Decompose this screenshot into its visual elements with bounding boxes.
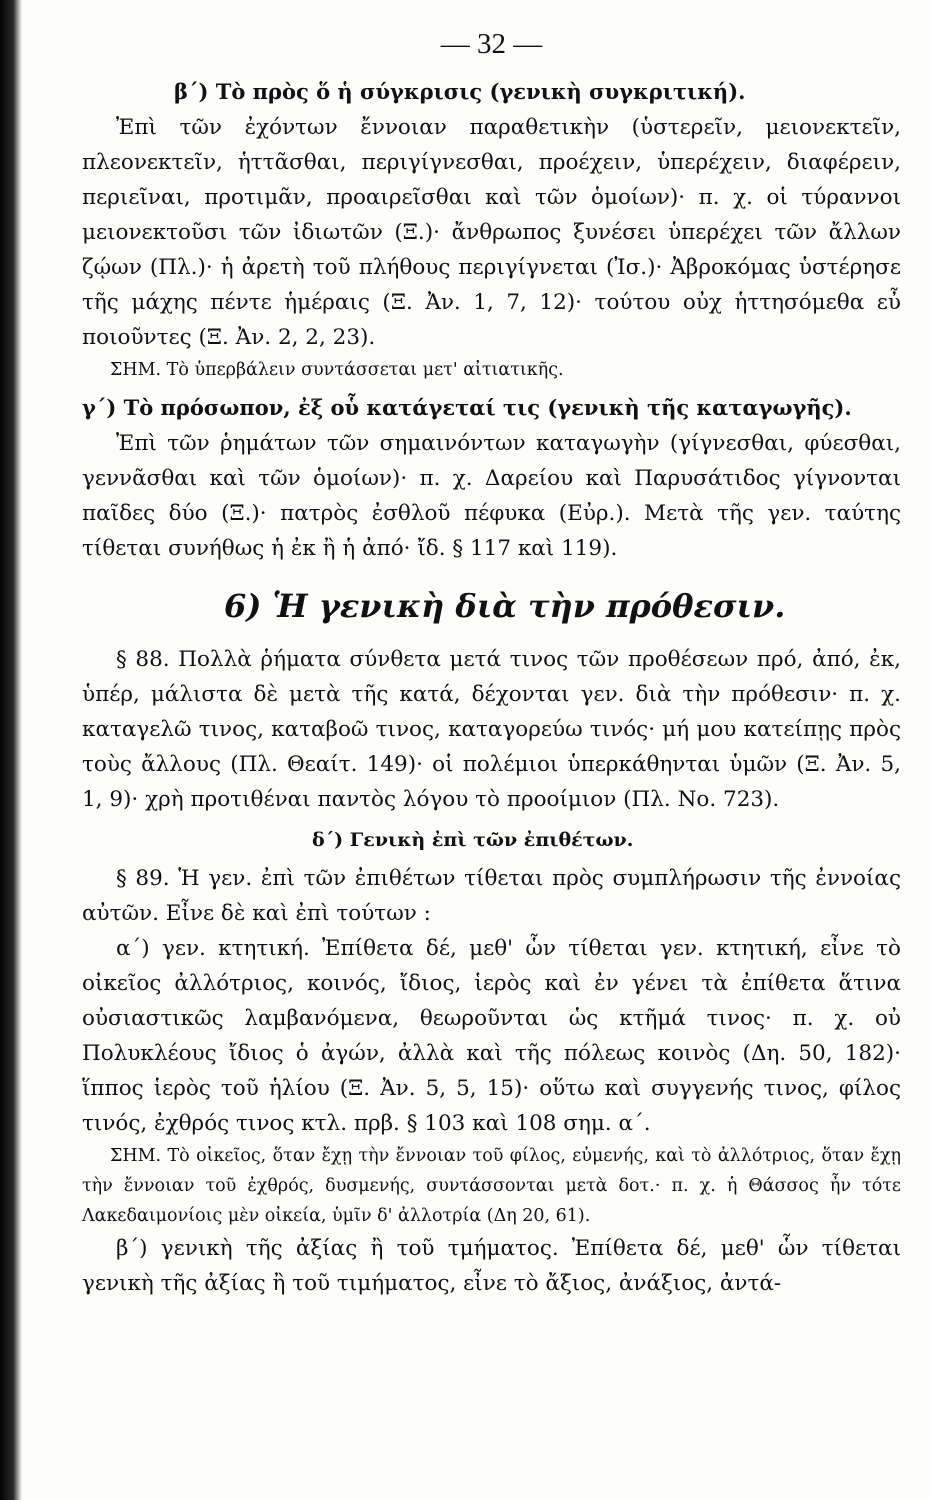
paragraph-possessive: α΄) γεν. κτητική. Ἐπίθετα δέ, μεθ' ὧν τίθεται γεν. κτητική, εἶνε τὸ οἰκεῖος ἀλλότριος, κοινός, ἴδιος, ἱερὸς καὶ ἐν γένει τὰ ἐπίθετα ἅτινα οὐσιαστικῶς λαμβανόμενα, θεωροῦνται ὡς κτῆμά τινος· π. χ. οὐ Πολυκλέους ἴδιος ὁ ἀγών, ἀλλὰ καὶ τῆς πόλεως κοινὸς (Δη. 50, 182)· ἵππος ἱερὸς τοῦ ἡλίου (Ξ. Ἀν. 5, 5, 15)· οὕτω καὶ συγγενής τινος, φίλος τινός, ἐχθρός τινος κτλ. πρβ. § 103 καὶ 108 σημ. α΄. [82,936,901,1136]
paragraph-88: § 88. Πολλὰ ῥήματα σύνθετα μετά τινος τῶν προθέσεων πρό, ἀπό, ἐκ, ὑπέρ, μάλιστα δὲ μετὰ τῆς κατά, δέχονται γεν. διὰ τὴν πρόθεσιν· π. χ. καταγελῶ τινος, καταβοῶ τινος, καταγορεύω τινός· μή μου κατείπῃς πρὸς τοὺς ἄλλους (Πλ. Θεαίτ. 149)· οἱ πολέμιοι ὑπερκάθηνται ὑμῶν (Ξ. Ἀν. 5, 1, 9)· χρὴ προτιθέναι παντὸς λόγου τὸ προοίμιον (Πλ. Νο. 723). [82,647,901,812]
note-possessive: ΣΗΜ. Τὸ οἰκεῖος, ὅταν ἔχῃ τὴν ἔννοιαν τοῦ φίλος, εὐμενής, καὶ τὸ ἀλλότριος, ὅταν ἔχῃ τὴν ἔννοιαν τοῦ ἐχθρός, δυσμενής, συντάσσονται μετὰ δοτ.· π. χ. ἡ Θάσσος ἦν τότε Λακεδαιμονίοις μὲν οἰκεία, ὑμῖν δ' ἀλλοτρία (Δη 20, 61). [82,1146,901,1226]
paragraph-origin: Ἐπὶ τῶν ῥημάτων τῶν σημαινόντων καταγωγὴν (γίγνεσθαι, φύεσθαι, γεννᾶσθαι καὶ τῶν ὁμοίων)· π. χ. Δαρείου καὶ Παρυσάτιδος γίγνονται παῖδες δύο (Ξ.)· πατρὸς ἐσθλοῦ πέφυκα (Εὐρ.). Μετὰ τῆς γεν. ταύτης τίθεται συνήθως ἡ ἐκ ἢ ἡ ἀπό· ἴδ. § 117 καὶ 119). [82,431,901,561]
paragraph-value: β΄) γενικὴ τῆς ἀξίας ἢ τοῦ τμήματος. Ἐπίθετα δέ, μεθ' ὧν τίθεται γενικὴ τῆς ἀξίας ἢ τοῦ τιμήματος, εἶνε τὸ ἄξιος, ἀνάξιος, ἀντά- [82,1236,901,1296]
heading-comparative-genitive: β΄) Τὸ πρὸς ὅ ἡ σύγκρισις (γενικὴ συγκριτική). [174,79,746,104]
section-title-preposition: 6) Ἡ γενικὴ διὰ τὴν πρόθεσιν. [224,587,786,625]
paragraph-comparative: Ἐπὶ τῶν ἐχόντων ἔννοιαν παραθετικὴν (ὑστερεῖν, μειονεκτεῖν, πλεονεκτεῖν, ἡττᾶσθαι, περιγίγνεσθαι, προέχειν, ὑπερέχειν, διαφέρειν, περιεῖναι, προτιμᾶν, προαιρεῖσθαι καὶ τῶν ὁμοίων)· π. χ. οἱ τύραννοι μειονεκτοῦσι τῶν ἰδιωτῶν (Ξ.)· ἄνθρωπος ξυνέσει ὑπερέχει τῶν ἄλλων ζῴων (Πλ.)· ἡ ἀρετὴ τοῦ πλήθους περιγίγνεται (Ἰσ.)· Ἀβροκόμας ὑστέρησε τῆς μάχης πέντε ἡμέραις (Ξ. Ἀν. 1, 7, 12)· τούτου οὐχ ἡττησόμεθα εὖ ποιοῦντες (Ξ. Ἀν. 2, 2, 23). [82,115,901,350]
note-comparative: ΣΗΜ. Τὸ ὑπερβάλειν συντάσσεται μετ' αἰτιατικῆς. [110,360,564,380]
page-number: — 32 — [440,28,543,60]
heading-origin-genitive: γ΄) Τὸ πρόσωπον, ἐξ οὗ κατάγεταί τις (γενικὴ τῆς καταγωγῆς). [82,395,852,420]
subheading-adjectives: δ΄) Γενικὴ ἐπὶ τῶν ἐπιθέτων. [312,829,634,851]
paragraph-89: § 89. Ἡ γεν. ἐπὶ τῶν ἐπιθέτων τίθεται πρὸς συμπλήρωσιν τῆς ἐννοίας αὐτῶν. Εἶνε δὲ καὶ ἐπὶ τούτων : [82,866,901,926]
